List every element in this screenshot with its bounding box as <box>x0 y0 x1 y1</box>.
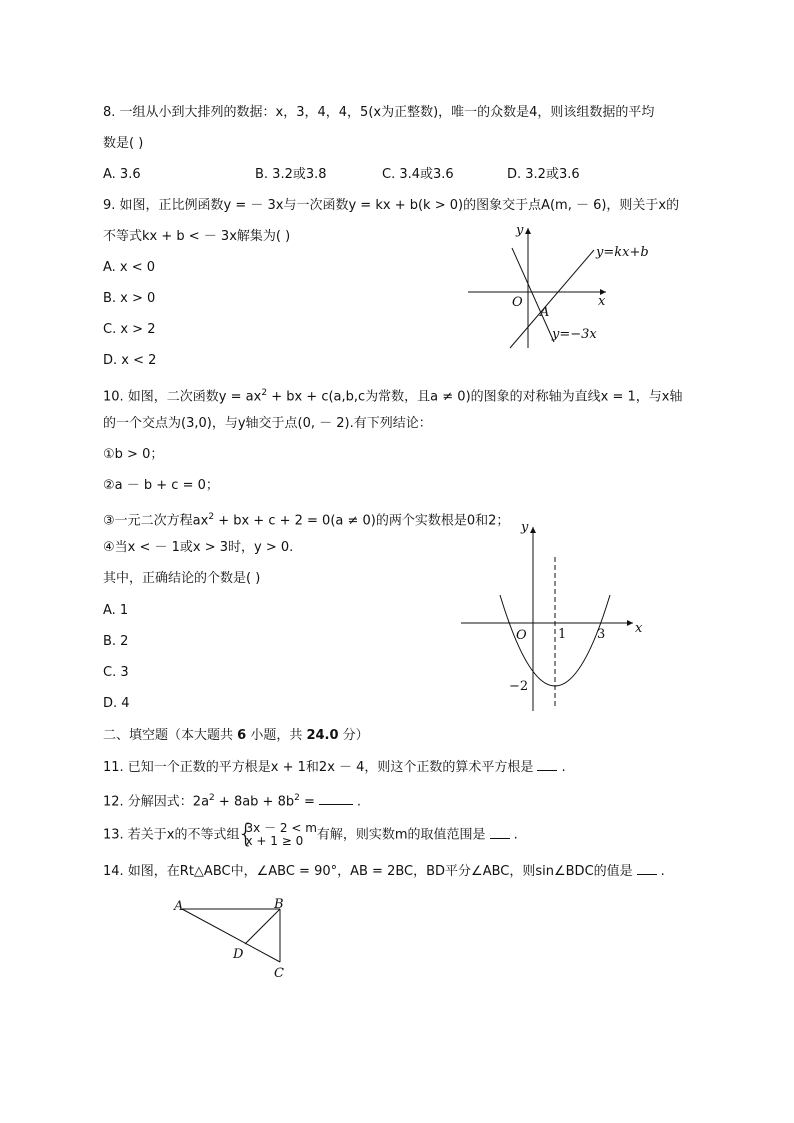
q10-conclusion-2: ②a － b + c = 0； <box>103 478 219 493</box>
vertex-c-label: C <box>274 966 284 981</box>
q8-option-d: D. 3.2或3.6 <box>507 167 580 182</box>
q10-line2: 的一个交点为(3,0)，与y轴交于点(0, － 2).有下列结论： <box>103 416 432 431</box>
q8-line1: 8. 一组从小到大排列的数据：x，3，4，4，5(x为正整数)，唯一的众数是4，则该组数据的平均 <box>103 105 655 120</box>
y-label: y <box>516 223 524 238</box>
q12-answer-blank[interactable] <box>319 792 353 805</box>
side-ac <box>182 909 280 962</box>
q8-option-a: A. 3.6 <box>103 167 141 182</box>
q12: 12. 分解因式：$2a^2 + 8ab + 8b^2$ = . <box>103 793 362 810</box>
bisector-bd <box>245 909 280 944</box>
q10-conclusion-3: ③一元二次方程$ax^2$ + bx + c + 2 = 0(a ≠ 0)的两个实数根是0和2； <box>103 512 510 529</box>
y-label: y <box>521 520 529 535</box>
q11: 11. 已知一个正数的平方根是x + 1和2x － 4，则这个正数的算术平方根是 . <box>103 760 566 775</box>
q9-option-d: D. x < 2 <box>103 353 157 368</box>
q14: 14. 如图，在Rt△ABC中，∠ABC = 90°，AB = 2BC，BD平分∠ABC，则sin∠BDC的值是 . <box>103 864 665 879</box>
q9-line1: 9. 如图，正比例函数y = － 3x与一次函数y = kx + b(k > 0)的图象交于点A(m, － 6)，则关于x的 <box>103 198 680 213</box>
q10-line1: 10. 如图，二次函数$y = ax^2$ + bx + c(a,b,c为常数，且a ≠ 0)的图象的对称轴为直线x = 1，与x轴 <box>103 388 683 405</box>
q10-option-b: B. 2 <box>103 634 129 649</box>
point-d-label: D <box>233 947 244 962</box>
q8-line2: 数是( ) <box>103 136 144 151</box>
q11-answer-blank[interactable] <box>537 758 557 771</box>
tick-3-label: 3 <box>597 627 606 642</box>
q14-figure <box>170 895 300 985</box>
q10-option-d: D. 4 <box>103 696 130 711</box>
q9-option-a: A. x < 0 <box>103 260 156 275</box>
q10-conclusion-4: ④当x < － 1或x > 3时，y > 0. <box>103 540 294 555</box>
q10-conclusion-1: ①b > 0； <box>103 447 164 462</box>
q13: 13. 若关于x的不等式组 { 3x － 2 < m x + 1 ≥ 0 有解，则实数m的取值范围是 . <box>103 822 518 848</box>
q9-figure <box>460 220 660 352</box>
line1-label: y=kx+b <box>596 245 649 260</box>
point-a-label: A <box>540 305 550 320</box>
x-label: x <box>598 294 606 309</box>
q10-figure <box>455 515 655 715</box>
q8-option-b: B. 3.2或3.8 <box>255 167 327 182</box>
x-label: x <box>635 621 643 636</box>
vertex-b-label: B <box>274 897 284 912</box>
q9-option-b: B. x > 0 <box>103 291 156 306</box>
vertex-a-label: A <box>174 899 184 914</box>
q9-option-c: C. x > 2 <box>103 322 156 337</box>
line2-label: y=−3x <box>552 327 597 342</box>
origin-label: O <box>516 628 527 643</box>
q9-line2: 不等式kx + b < － 3x解集为( ) <box>103 229 291 244</box>
section2-header: 二、填空题（本大题共 6 小题，共 24.0 分） <box>103 728 369 743</box>
q10-option-c: C. 3 <box>103 665 129 680</box>
q10-option-a: A. 1 <box>103 603 129 618</box>
q8-option-c: C. 3.4或3.6 <box>382 167 454 182</box>
q10-ask: 其中，正确结论的个数是( ) <box>103 571 261 586</box>
tick-neg2-label: −2 <box>509 679 529 694</box>
origin-label: O <box>512 295 523 310</box>
tick-1-label: 1 <box>558 627 567 642</box>
q13-answer-blank[interactable] <box>490 826 510 839</box>
inequality-system: { 3x － 2 < m x + 1 ≥ 0 <box>240 822 317 848</box>
q14-answer-blank[interactable] <box>637 862 657 875</box>
